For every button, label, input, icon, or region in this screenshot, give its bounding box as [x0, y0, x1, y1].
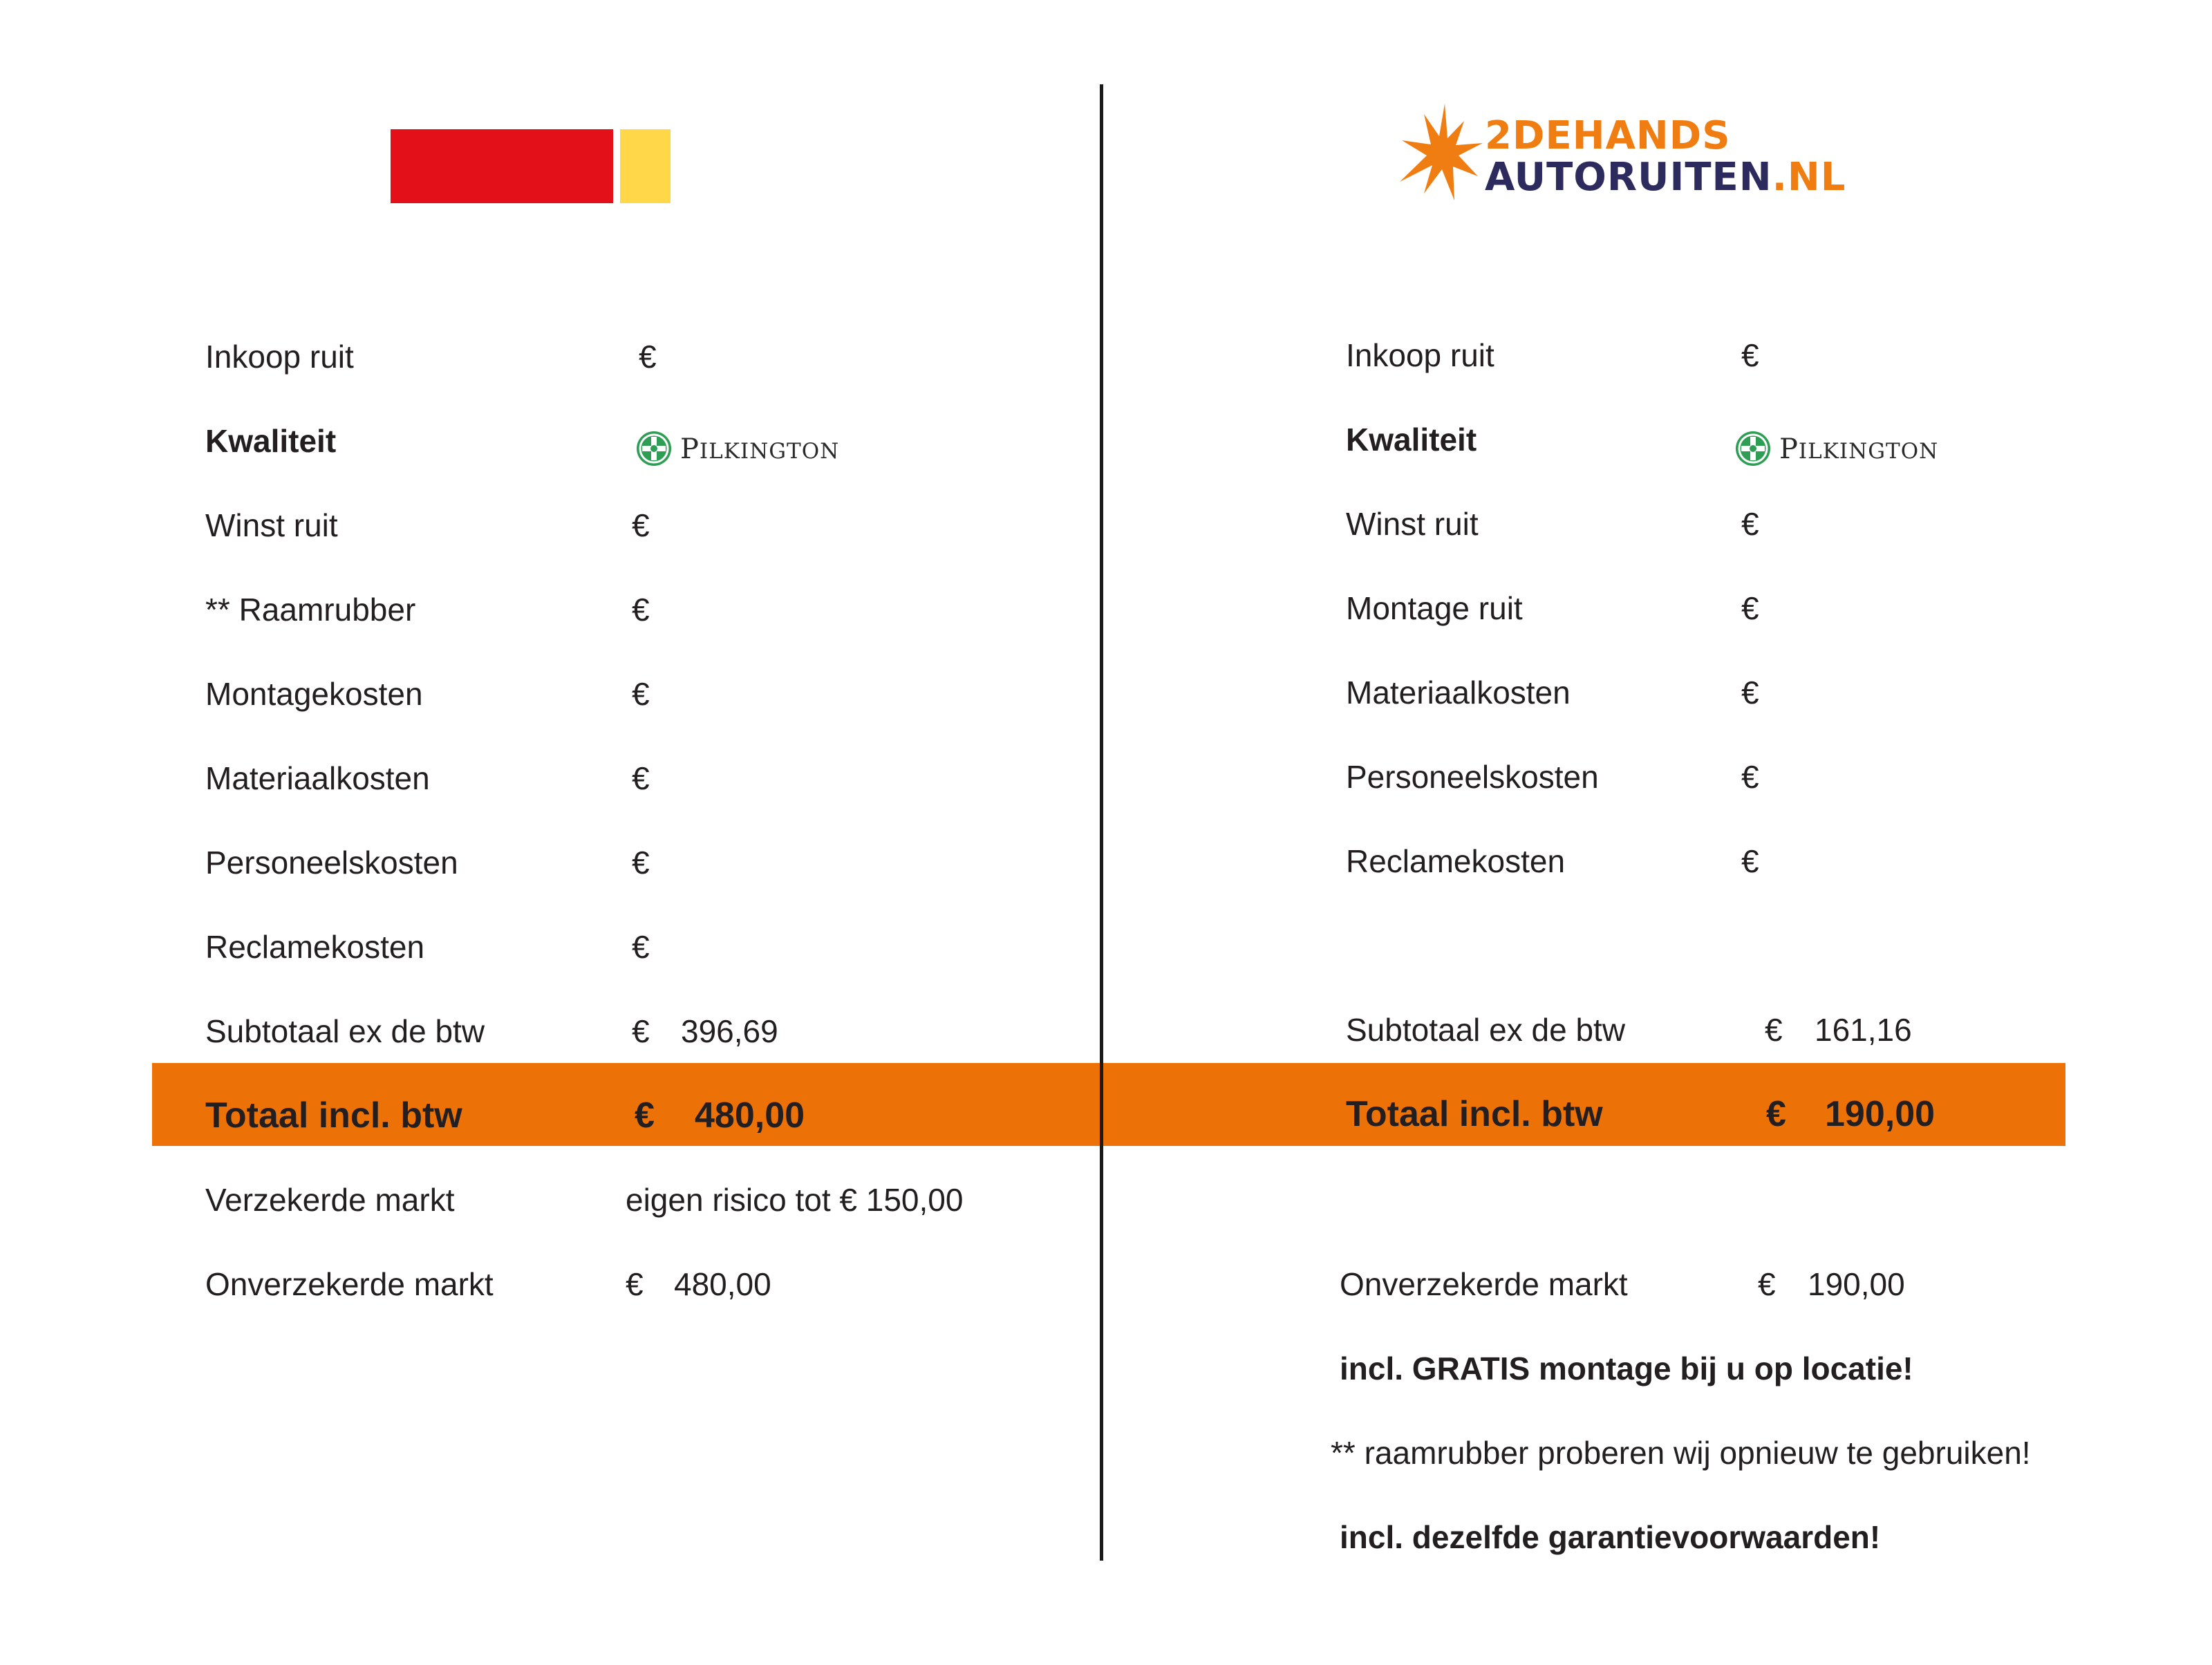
right-currency-symbol: € [1765, 1012, 1783, 1048]
logo-line-autoruiten [1485, 157, 1846, 198]
left-currency-symbol: € [632, 676, 650, 712]
right-row-label: Inkoop ruit [1346, 337, 1494, 373]
left-currency-symbol: € [632, 760, 650, 796]
left-row-label: Materiaalkosten [205, 760, 430, 796]
pilkington-wordmark [680, 434, 839, 467]
left-row-label: Kwaliteit [205, 423, 337, 459]
right-currency-symbol: € [1758, 1266, 1776, 1302]
left-insured-value: eigen risico tot € 150,00 [626, 1182, 964, 1218]
left-currency-symbol: € [639, 339, 657, 375]
left-logo-yellow-block [620, 129, 671, 203]
left-total-label: Totaal incl. btw [205, 1095, 462, 1136]
right-currency-symbol: € [1741, 337, 1759, 373]
left-currency-symbol: € [632, 845, 650, 881]
left-row-label: Reclamekosten [205, 929, 425, 965]
right-total-value: 190,00 [1825, 1094, 1936, 1134]
left-uninsured-label: Onverzekerde markt [205, 1266, 494, 1302]
left-uninsured-value: 480,00 [674, 1266, 771, 1302]
left-row-label: ** Raamrubber [205, 592, 416, 628]
pilkington-rest: ILKINGTON [699, 439, 840, 464]
left-insured-label: Verzekerde markt [205, 1182, 455, 1218]
2dehands-autoruiten-logo [1396, 100, 1853, 204]
right-note-warranty: incl. dezelfde garantievoorwaarden! [1340, 1519, 1881, 1555]
right-row-label: Kwaliteit [1346, 422, 1477, 458]
pilkington-wordmark [1779, 434, 1938, 467]
pilkington-rest: ILKINGTON [1798, 439, 1939, 464]
right-currency-symbol: € [1741, 675, 1759, 711]
logo-autoruiten-text: AUTORUITEN [1485, 155, 1772, 200]
left-row-label: Inkoop ruit [205, 339, 354, 375]
left-currency-symbol: € [632, 592, 650, 628]
starburst-icon [1396, 100, 1486, 204]
right-pilkington-logo [1735, 429, 1942, 470]
pilkington-initial: P [1779, 433, 1799, 465]
left-row-label: Montagekosten [205, 676, 423, 712]
pilkington-emblem-icon [636, 431, 672, 467]
left-logo-red-block [391, 129, 613, 203]
right-row-label: Winst ruit [1346, 506, 1479, 542]
right-row-label: Montage ruit [1346, 590, 1523, 626]
right-note-rubber-reuse: ** raamrubber proberen wij opnieuw te gebruiken! [1331, 1435, 2031, 1471]
left-subtotal-value: 396,69 [681, 1013, 778, 1049]
left-currency-symbol: € [632, 929, 650, 965]
right-currency-symbol: € [1741, 759, 1759, 795]
right-uninsured-value: 190,00 [1808, 1266, 1905, 1302]
right-currency-symbol: € [1741, 506, 1759, 542]
right-row-label: Personeelskosten [1346, 759, 1599, 795]
left-currency-symbol: € [632, 507, 650, 543]
column-divider [1100, 84, 1103, 1561]
left-total-currency: € [635, 1095, 655, 1136]
left-total-value: 480,00 [695, 1095, 805, 1136]
right-uninsured-label: Onverzekerde markt [1340, 1266, 1628, 1302]
right-subtotal-label: Subtotaal ex de btw [1346, 1012, 1626, 1048]
right-total-currency: € [1766, 1094, 1786, 1134]
logo-line-2dehands: 2DEHANDS [1485, 113, 1731, 158]
left-row-label: Winst ruit [205, 507, 338, 543]
right-subtotal-value: 161,16 [1815, 1012, 1912, 1048]
right-row-label: Materiaalkosten [1346, 675, 1571, 711]
logo-nl-suffix: .NL [1772, 155, 1846, 200]
left-currency-symbol: € [632, 1013, 650, 1049]
right-currency-symbol: € [1741, 590, 1759, 626]
right-total-label: Totaal incl. btw [1346, 1094, 1603, 1134]
pilkington-initial: P [680, 433, 700, 465]
right-note-free-installation: incl. GRATIS montage bij u op locatie! [1340, 1351, 1913, 1386]
right-row-label: Reclamekosten [1346, 843, 1566, 879]
left-row-label: Personeelskosten [205, 845, 458, 881]
left-currency-symbol: € [626, 1266, 644, 1302]
left-subtotal-label: Subtotaal ex de btw [205, 1013, 485, 1049]
left-pilkington-logo [636, 429, 843, 470]
right-currency-symbol: € [1741, 843, 1759, 879]
pilkington-emblem-icon [1735, 431, 1771, 467]
